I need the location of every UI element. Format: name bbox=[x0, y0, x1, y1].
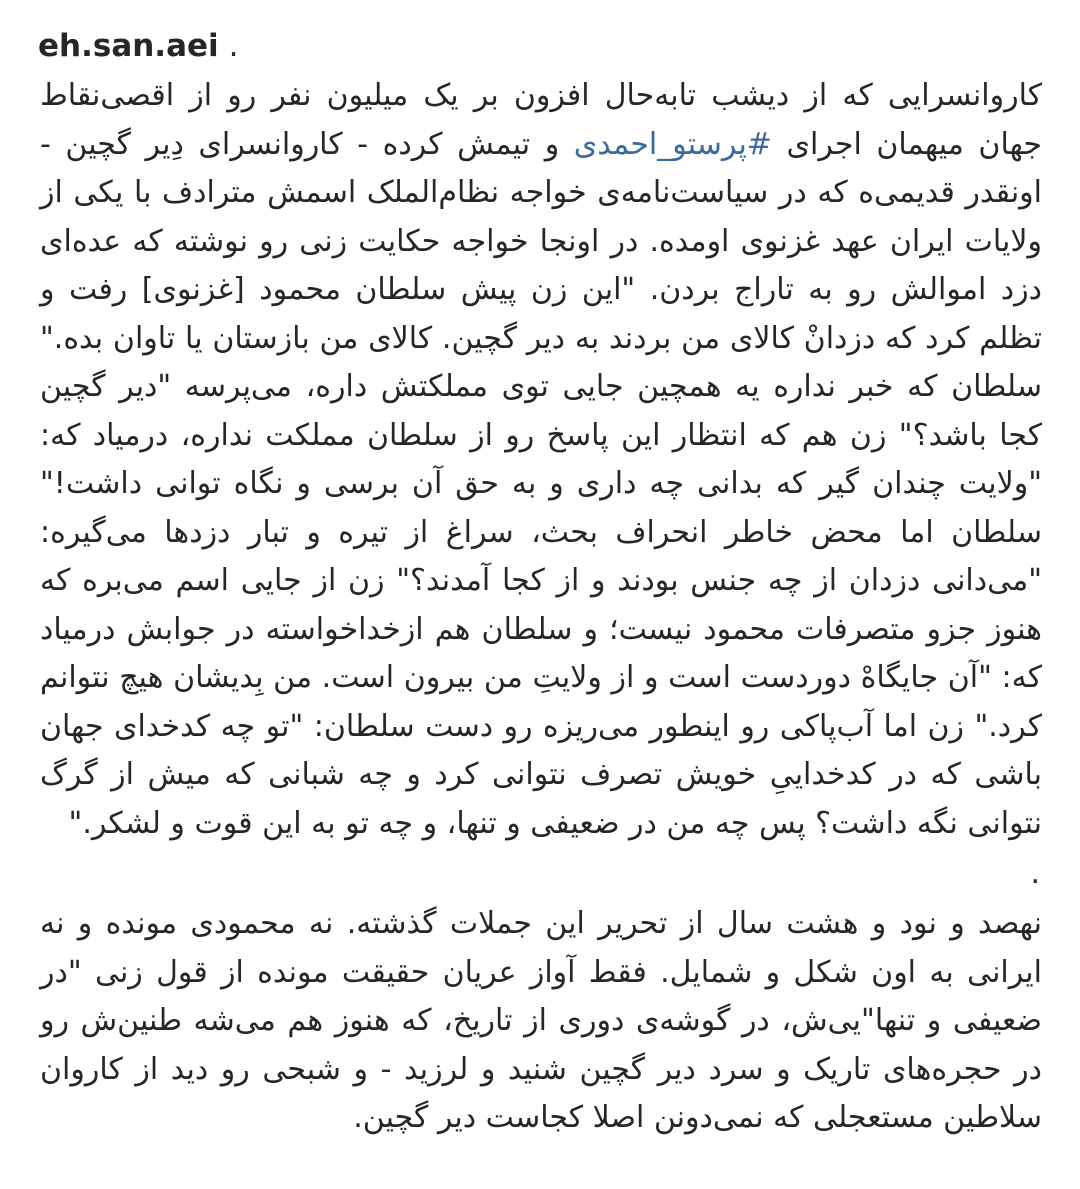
username-row bbox=[38, 22, 239, 70]
caption-paragraph-2: نهصد و نود و هشت سال از تحریر این جملات گذشته. نه محمودی مونده و نه ایرانی به اون شکل و شمایل. فقط آواز عریان حقیقت مونده از قول زنی "در ضعیفی و تنها"یی‌ش، در گوشه‌ی دوری از تاریخ، که هنوز هم می‌شه طنین‌ش رو در حجره‌های تاریک و سرد دیر گچین شنید و لرزید - و شبحی رو دید از کاروان سلاطین مستعجلی که نمی‌دونن اصلا کجاست دیر گچین. bbox=[40, 906, 1042, 1135]
username-separator: . bbox=[228, 28, 239, 64]
paragraph-separator bbox=[40, 848, 1042, 900]
caption-p1-after-tag: و تیمش کرده - کاروانسرای دِیر گچین - اونقدر قدیمی‌ه که در سیاست‌نامه‌ی خواجه نظام‌الملک اسمش مترادف با یکی از ولایات ایران عهد غزنوی اومده. در اونجا خواجه حکایت زنی رو نوشته که عده‌ای دزد اموالش رو به تاراج بردن. "این زن پیش سلطان محمود [غزنوی] رفت و تظلم کرد که دزدانْ کالای من بردند به دیر گچین. کالای من بازستان یا تاوان بده." سلطان که خبر نداره یه همچین جایی توی مملکتش داره، می‌پرسه "دیر گچین کجا باشد؟" زن هم که انتظار این پاسخ رو از سلطان مملکت نداره، درمیاد که: "ولایت چندان گیر که بدانی چه داری و به حق آن برسی و نگاه توانی داشت!" سلطان اما محض خاطر انحراف بحث، سراغ از تیره و تبار دزدها می‌گیره: "می‌دانی دزدان از چه جنس بودند و از کجا آمدند؟" زن از جایی اسم می‌بره که هنوز جزو متصرفات محمود نیست؛ و سلطان هم ازخداخواسته در جوابش درمیاد که: "آن جایگاهْ دوردست است و از ولایتِ من بیرون است. من بِدیشان هیچ نتوانم کرد." زن اما آب‌پاکی رو اینطور می‌ریزه رو دست سلطان: "تو چه کدخدای جهان باشی که در کدخداییِ خویش تصرف نتوانی کرد و چه شبانی که میش از گرگ نتوانی نگه داشت؟ پس چه من در ضعیفی و تنها، و چه تو به این قوت و لشکر." bbox=[40, 126, 1042, 841]
hashtag-link[interactable]: #پرستو_احمدی bbox=[573, 126, 772, 162]
username-link[interactable]: eh.san.aei bbox=[38, 28, 219, 64]
separator-dot: . bbox=[1030, 856, 1040, 891]
caption-p1-before-tag: کاروانسرایی که از دیشب تابه‌حال افزون بر یک میلیون نفر رو از اقصی‌نقاط جهان میهمان اجرای bbox=[40, 78, 1042, 162]
caption-text bbox=[40, 72, 1042, 1143]
caption-paragraph-1 bbox=[40, 72, 1042, 848]
